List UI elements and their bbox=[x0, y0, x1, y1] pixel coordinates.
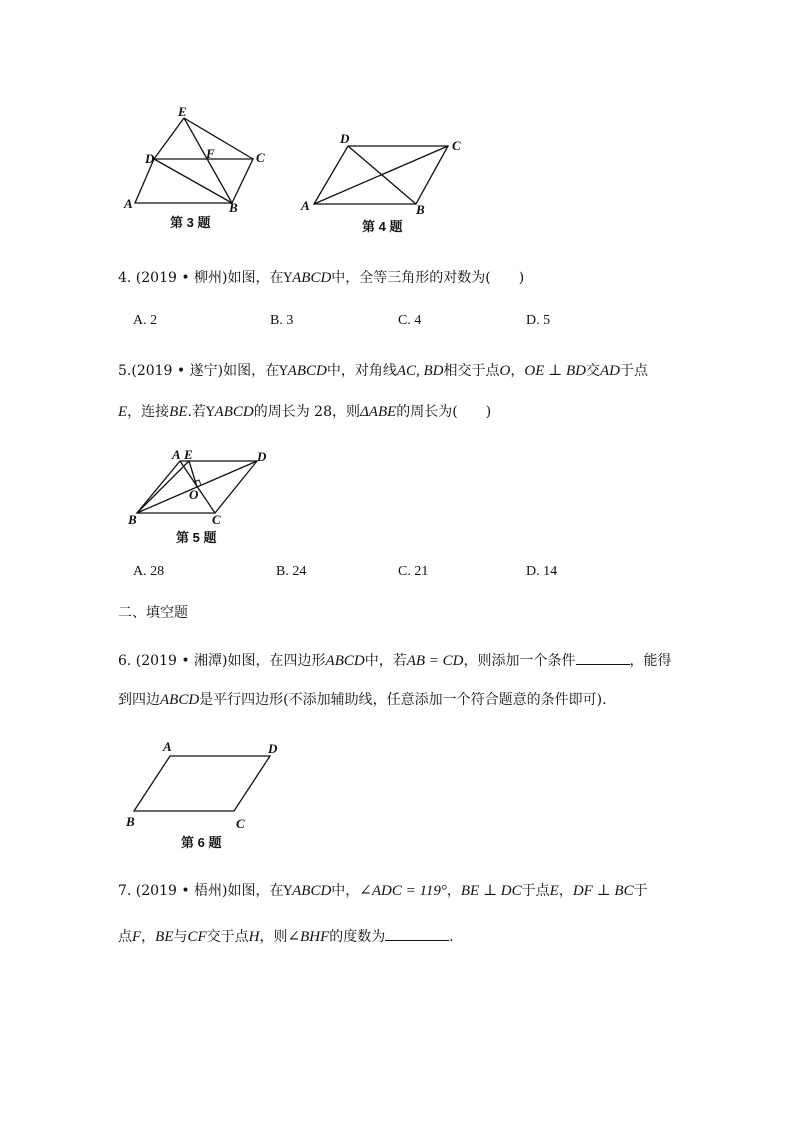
q4-suffix: 中，全等三角形的对数为( ) bbox=[331, 270, 525, 286]
q6-text: ，则添加一个条件 bbox=[463, 653, 576, 669]
fig5-label-E: E bbox=[184, 447, 193, 462]
q6-text: 到四边 bbox=[118, 692, 160, 708]
parallelogram-symbol: Y bbox=[205, 405, 215, 420]
q6-answer-blank[interactable] bbox=[576, 649, 630, 665]
fig5-label-C: C bbox=[212, 512, 221, 527]
fig4-label-D: D bbox=[340, 131, 350, 146]
q5-math: E bbox=[118, 404, 128, 420]
fig4-label-C: C bbox=[452, 138, 461, 153]
q7-math: F bbox=[132, 929, 142, 945]
q7-math: DF ⊥ BC bbox=[572, 883, 634, 899]
q5-option-c: C. 21 bbox=[398, 564, 429, 579]
question-7-line-2 bbox=[118, 925, 454, 947]
q7-text: 的度数为 bbox=[329, 929, 386, 945]
q6-math: ABCD bbox=[325, 653, 365, 669]
question-6-line-2 bbox=[118, 690, 607, 710]
q7-answer-blank[interactable] bbox=[385, 925, 449, 941]
fig6-label-D: D bbox=[268, 741, 278, 756]
fig4-label-A: A bbox=[301, 198, 310, 213]
fig3-label-B: B bbox=[229, 200, 238, 215]
fig3-label-D: D bbox=[145, 151, 155, 166]
fig5-caption: 第 5 题 bbox=[176, 530, 217, 545]
question-4 bbox=[118, 268, 524, 289]
q7-math: H bbox=[248, 929, 260, 945]
fig6-parallelogram bbox=[134, 756, 270, 811]
q5-math: BE bbox=[169, 404, 188, 420]
fig3-label-C: C bbox=[256, 150, 265, 165]
q7-text: 交于点 bbox=[206, 929, 249, 945]
q7-math: BE ⊥ DC bbox=[460, 883, 522, 899]
q7-math: E bbox=[549, 883, 559, 899]
q4-option-a: A. 2 bbox=[133, 313, 158, 328]
q7-text: 中， bbox=[331, 883, 360, 899]
q6-math: ABCD bbox=[160, 692, 200, 708]
q6-text: ，能得 bbox=[629, 653, 672, 669]
q4-option-c: C. 4 bbox=[398, 313, 422, 328]
parallelogram-symbol: Y bbox=[283, 271, 293, 286]
q7-shape: ABCD bbox=[292, 883, 332, 899]
fig4-diagonal-DB bbox=[348, 146, 416, 204]
q5-text: 于点 bbox=[619, 363, 648, 379]
q7-text: 7. (2019 • 梧州)如图，在 bbox=[118, 883, 284, 899]
q4-option-b: B. 3 bbox=[270, 313, 294, 328]
q5-text: .若 bbox=[187, 404, 206, 420]
fig3-caption: 第 3 题 bbox=[170, 215, 211, 230]
q5-text: 的周长为 28，则 bbox=[253, 404, 360, 420]
q5-math: AD bbox=[599, 363, 620, 379]
q4-shape: ABCD bbox=[292, 270, 332, 286]
q5-shape: ABCD bbox=[287, 363, 327, 379]
fig5-line-OE bbox=[189, 461, 197, 487]
q5-text: 中，对角线 bbox=[326, 363, 397, 379]
q5-text: ， bbox=[510, 363, 525, 379]
q6-text: 中，若 bbox=[364, 653, 407, 669]
fig5-label-A: A bbox=[172, 447, 181, 462]
fig4-label-B: B bbox=[416, 202, 425, 217]
q5-math: AC, BD bbox=[396, 363, 444, 379]
q4-prefix: 4. (2019 • 柳州)如图，在 bbox=[118, 270, 284, 286]
question-6-line-1 bbox=[118, 649, 672, 671]
q4-option-d: D. 5 bbox=[526, 313, 551, 328]
q5-text: 相交于点 bbox=[443, 363, 500, 379]
q7-text: . bbox=[449, 929, 454, 945]
q5-option-b: B. 24 bbox=[276, 564, 307, 579]
q7-math: ∠BHF bbox=[287, 929, 330, 945]
fig6-label-A: A bbox=[163, 739, 172, 754]
q5-text: 交 bbox=[585, 363, 600, 379]
fig3-line-EC bbox=[184, 118, 253, 159]
q7-text: ，则 bbox=[259, 929, 288, 945]
fig4-caption: 第 4 题 bbox=[362, 219, 403, 234]
fig3-line-DE bbox=[154, 118, 184, 159]
figure-3 bbox=[118, 100, 278, 230]
fig5-line-BE bbox=[137, 461, 189, 513]
figure-4 bbox=[296, 126, 476, 221]
q5-math: OE ⊥ BD bbox=[524, 363, 586, 379]
q7-math: BE bbox=[155, 929, 174, 945]
fig6-label-B: B bbox=[126, 814, 135, 829]
question-5-line-2 bbox=[118, 402, 491, 423]
q6-text: 6. (2019 • 湘潭)如图，在四边形 bbox=[118, 653, 326, 669]
q7-math: ∠ADC = 119° bbox=[359, 883, 447, 899]
q6-math: AB = CD bbox=[406, 653, 464, 669]
q7-text: 与 bbox=[173, 929, 188, 945]
fig5-label-B: B bbox=[128, 512, 137, 527]
parallelogram-symbol: Y bbox=[279, 364, 288, 379]
fig6-caption: 第 6 题 bbox=[181, 835, 222, 850]
q7-text: 于 bbox=[633, 883, 648, 899]
fig3-label-A: A bbox=[124, 196, 133, 211]
q5-text: 5.(2019 • 遂宁)如图，在 bbox=[118, 363, 280, 379]
q5-math: O bbox=[499, 363, 511, 379]
q7-text: ， bbox=[141, 929, 156, 945]
figure-6 bbox=[120, 736, 290, 834]
figure-5 bbox=[120, 443, 280, 533]
q5-math: ΔABE bbox=[359, 404, 397, 420]
fig5-label-D: D bbox=[257, 449, 267, 464]
fig6-label-C: C bbox=[236, 816, 245, 831]
fig3-label-E: E bbox=[178, 104, 187, 119]
q7-text: ， bbox=[558, 883, 573, 899]
q6-text: 是平行四边形(不添加辅助线，任意添加一个符合题意的条件即可). bbox=[199, 692, 607, 708]
q5-text: 的周长为( ) bbox=[396, 404, 492, 420]
fig3-label-F: F bbox=[206, 146, 215, 161]
q5-shape: ABCD bbox=[214, 404, 254, 420]
q5-option-a: A. 28 bbox=[133, 564, 165, 579]
q7-text: 于点 bbox=[521, 883, 550, 899]
question-5-line-1 bbox=[118, 361, 648, 382]
fig5-label-O: O bbox=[189, 487, 199, 502]
q7-text: 点 bbox=[118, 929, 132, 945]
question-7-line-1 bbox=[118, 881, 648, 902]
parallelogram-symbol: Y bbox=[283, 884, 293, 899]
q7-text: ， bbox=[446, 883, 461, 899]
section-heading: 二、填空题 bbox=[118, 605, 188, 621]
q5-text: ，连接 bbox=[127, 404, 170, 420]
q5-option-d: D. 14 bbox=[526, 564, 558, 579]
q7-math: CF bbox=[187, 929, 207, 945]
